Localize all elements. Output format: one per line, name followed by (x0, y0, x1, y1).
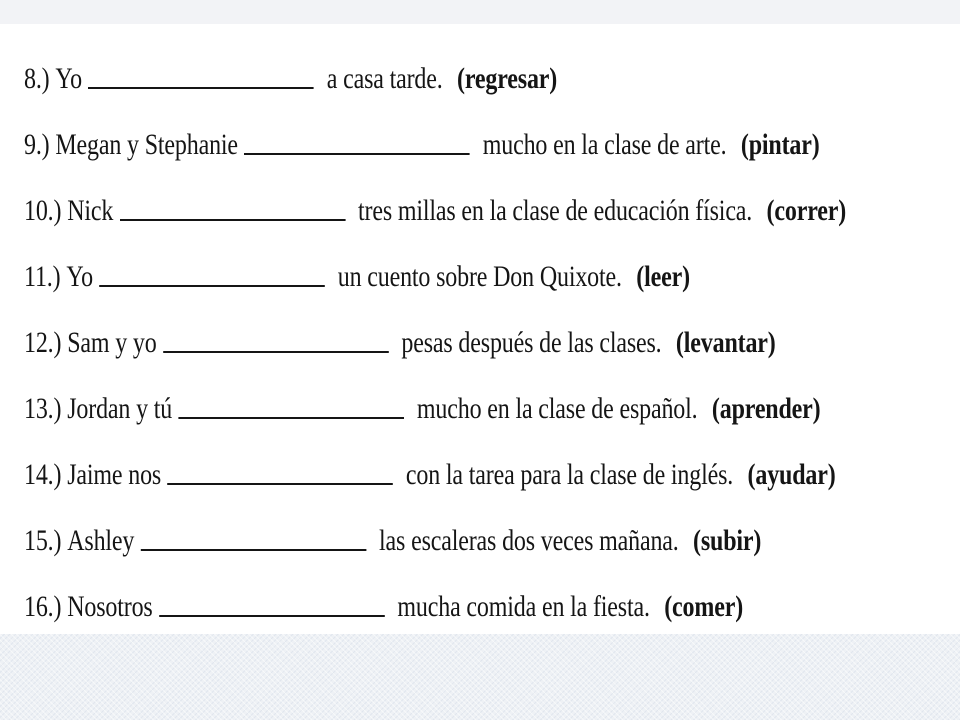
item-sentence-rest: mucha comida en la fiesta. (397, 590, 650, 623)
exercise-item-15 (24, 514, 761, 558)
item-sentence-rest: tres millas en la clase de educación física. (358, 194, 753, 227)
exercise-item-9 (24, 118, 820, 162)
item-number: 11.) (24, 260, 61, 293)
answer-blank (163, 351, 389, 353)
answer-blank (141, 549, 367, 551)
exercise-item-11 (24, 250, 690, 294)
item-verb-hint: (subir) (693, 524, 762, 557)
exercise-item-8 (24, 52, 557, 96)
item-subject: Sam y yo (67, 326, 157, 359)
item-verb-hint: (leer) (636, 260, 690, 293)
item-sentence-rest: mucho en la clase de arte. (482, 128, 727, 161)
item-verb-hint: (aprender) (711, 392, 821, 425)
item-number: 10.) (24, 194, 62, 227)
answer-blank (88, 87, 314, 89)
item-subject: Jordan y tú (67, 392, 173, 425)
item-sentence-rest: a casa tarde. (326, 62, 443, 95)
exercise-item-12 (24, 316, 776, 360)
item-subject: Megan y Stephanie (55, 128, 238, 161)
item-verb-hint: (regresar) (457, 62, 558, 95)
item-number: 15.) (24, 524, 62, 557)
exercise-item-14 (24, 448, 836, 492)
item-number: 13.) (24, 392, 62, 425)
item-number: 14.) (24, 458, 62, 491)
exercise-item-16 (24, 580, 743, 624)
item-verb-hint: (pintar) (740, 128, 820, 161)
slide-top-band (0, 0, 960, 24)
answer-blank (99, 285, 325, 287)
item-subject: Jaime nos (67, 458, 162, 491)
item-number: 9.) (24, 128, 50, 161)
item-number: 12.) (24, 326, 62, 359)
item-verb-hint: (correr) (766, 194, 847, 227)
answer-blank (179, 417, 405, 419)
item-sentence-rest: un cuento sobre Don Quixote. (337, 260, 622, 293)
answer-blank (168, 483, 394, 485)
item-sentence-rest: mucho en la clase de español. (416, 392, 698, 425)
item-verb-hint: (ayudar) (747, 458, 836, 491)
exercise-item-10 (24, 184, 846, 228)
worksheet-image (0, 24, 960, 634)
answer-blank (244, 153, 470, 155)
item-verb-hint: (comer) (664, 590, 744, 623)
item-subject: Yo (55, 62, 82, 95)
item-number: 8.) (24, 62, 50, 95)
item-verb-hint: (levantar) (675, 326, 776, 359)
item-subject: Ashley (67, 524, 135, 557)
answer-blank (120, 219, 346, 221)
item-subject: Nick (67, 194, 114, 227)
answer-blank (159, 615, 385, 617)
item-subject: Nosotros (67, 590, 153, 623)
item-sentence-rest: pesas después de las clases. (401, 326, 662, 359)
exercise-item-13 (24, 382, 821, 426)
item-number: 16.) (24, 590, 62, 623)
item-sentence-rest: con la tarea para la clase de inglés. (405, 458, 734, 491)
item-subject: Yo (66, 260, 93, 293)
item-sentence-rest: las escaleras dos veces mañana. (379, 524, 679, 557)
